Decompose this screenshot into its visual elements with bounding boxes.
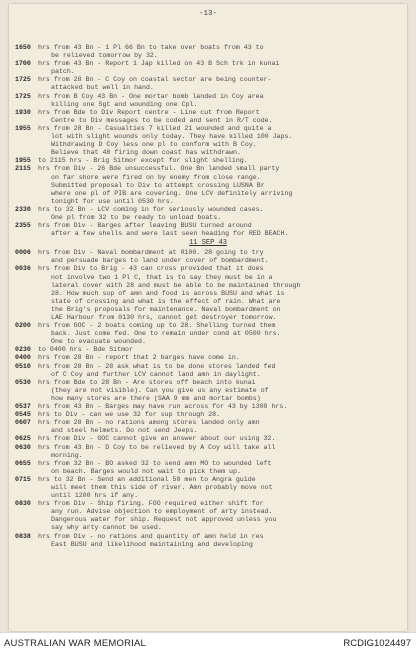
diary-entry bbox=[15, 500, 401, 532]
entry-text-line: Believe that 48 firing down coast has withdrawn. bbox=[51, 149, 241, 157]
entry-text-line: lateral cover with 28 and must be able to be maintained through bbox=[51, 281, 301, 289]
diary-entry bbox=[15, 346, 401, 354]
entry-time: 1725 bbox=[15, 92, 31, 100]
entry-time: 0715 bbox=[15, 475, 31, 483]
entry-text-line: hrs from 28 Bn - report that 2 barges have come in. bbox=[38, 354, 240, 362]
entry-text-line: hrs from 43 Bn - Report 1 Jap killed on 43 B Sch trk in kunai bbox=[38, 60, 280, 68]
entry-text-line: One pl from 32 to be ready to unload boats. bbox=[51, 213, 222, 221]
diary-entry bbox=[15, 157, 401, 165]
diary-entry bbox=[15, 93, 401, 109]
entries-10-sep bbox=[15, 44, 401, 238]
diary-entry bbox=[15, 222, 401, 238]
entry-text-line: hrs from Div - Ship firing. FOO required either shift for bbox=[38, 500, 264, 508]
entry-time: 1930 bbox=[15, 108, 31, 116]
diary-entry bbox=[15, 460, 401, 476]
entry-time: 0655 bbox=[15, 459, 31, 467]
entry-text-line: Submitted proposal to Div to attempt crossing LUSNA Br bbox=[51, 181, 265, 189]
diary-entry bbox=[15, 165, 401, 205]
entry-time: 0537 bbox=[15, 403, 31, 411]
entry-text-line: hrs from GOC - 2 boats coming up to 28. Shelling turned them bbox=[38, 322, 276, 330]
archive-footer bbox=[0, 632, 416, 654]
diary-entry bbox=[15, 44, 401, 60]
entry-text-line: East BUSU and likelihood maintaining and developing bbox=[51, 540, 253, 548]
entry-text-line: hrs from 28 Bn - 28 ask what is to be done stores landed fed bbox=[38, 362, 276, 370]
diary-entry bbox=[15, 533, 401, 549]
entry-time: 0545 bbox=[15, 411, 31, 419]
diary-entry bbox=[15, 379, 401, 403]
entry-text-line: hrs to 32 Bn - Send an additional 50 men to Angra guide bbox=[38, 475, 256, 483]
entry-text-line: tonight for use until 0530 hrs. bbox=[51, 197, 174, 205]
entry-time: 1725 bbox=[15, 76, 31, 84]
diary-entry bbox=[15, 322, 401, 346]
diary-entry bbox=[15, 265, 401, 322]
entry-text-line: hrs from Bde to 28 Bn - Are stores off beach into kunai bbox=[38, 378, 256, 386]
date-heading: 11 SEP 43 bbox=[189, 239, 227, 248]
entry-text-line: hrs from Div - 26 Bde unsuccessful. One Bn landed small party bbox=[38, 165, 280, 173]
entry-text-line: hrs to 32 Bn - LCV coming in for seriously wounded cases. bbox=[38, 205, 264, 213]
entry-time: 2115 bbox=[15, 165, 31, 173]
entry-text-line: after a few shells and were last seen heading for RED BEACH. bbox=[51, 230, 289, 238]
entry-text-line: hrs from B Coy 43 Bn - One mortar bomb landed in Coy area bbox=[38, 92, 264, 100]
entry-time: 1955 bbox=[15, 124, 31, 132]
diary-entry bbox=[15, 435, 401, 443]
entries-11-sep bbox=[15, 249, 401, 548]
entry-text-line: where one pl of PIB are covering. One LCV definitely arriving bbox=[51, 189, 293, 197]
entry-time: 0530 bbox=[15, 378, 31, 386]
entry-text-line: hrs from Div - Barges after leaving BUSU turned around bbox=[38, 222, 252, 230]
entry-text-line: hrs from 28 Bn - C Coy on coastal sector are being counter- bbox=[38, 76, 272, 84]
entry-text-line: back. Just come fed. One to remain under cond at 0500 hrs. bbox=[51, 330, 281, 338]
diary-entry bbox=[15, 249, 401, 265]
entry-time: 0200 bbox=[15, 322, 31, 330]
page-number: -13- bbox=[198, 10, 217, 18]
diary-entry bbox=[15, 109, 401, 125]
entry-text-line: not involve two 1 Pl C, that is to say they must be in a bbox=[51, 273, 273, 281]
diary-entry bbox=[15, 354, 401, 362]
entry-text-line: hrs from Bde to Div Report centre - Line cut from Report bbox=[38, 108, 260, 116]
entry-text-line: hrs to Div - can we use 32 for sup through 28. bbox=[38, 411, 221, 419]
entry-text-line: say why arty cannot be used. bbox=[51, 524, 162, 532]
entry-text-line: Centre to Div messages to be coded and sent in R/T code. bbox=[51, 116, 273, 124]
entry-text-line: attacked but well in hand. bbox=[51, 84, 154, 92]
entry-text-line: hrs from Div to Brig - 43 can cross provided that it does bbox=[38, 265, 264, 273]
entry-text-line: hrs from Div - no rations and quantity of amn held in res bbox=[38, 532, 264, 540]
diary-entry bbox=[15, 476, 401, 500]
diary-entry bbox=[15, 411, 401, 419]
entry-time: 0838 bbox=[15, 532, 31, 540]
entry-text-line: hrs from 43 Bn - D Coy to be relieved by A Coy will take all bbox=[38, 443, 276, 451]
entry-text-line: Dangerous water for ship. Request not approved unless you bbox=[51, 516, 277, 524]
entry-text-line: Withdrawing D Coy less one pl to conform with B Coy. bbox=[51, 141, 257, 149]
entry-time: 1955 bbox=[15, 157, 31, 165]
diary-entry bbox=[15, 419, 401, 435]
entry-text-line: patch. bbox=[51, 68, 75, 76]
document-page bbox=[9, 4, 407, 631]
war-diary-entries bbox=[15, 44, 401, 549]
entry-time: 2355 bbox=[15, 222, 31, 230]
entry-text-line: on far shore were fired on by enemy from close range. bbox=[51, 173, 261, 181]
entry-text-line: and persuade barges to land under cover of bombardment. bbox=[51, 257, 269, 265]
entry-time: 0830 bbox=[15, 500, 31, 508]
entry-text-line: hrs from 32 Bn - BO asked 32 to send amn MO to wounded left bbox=[38, 459, 272, 467]
diary-entry bbox=[15, 76, 401, 92]
entry-text-line: hrs from 28 Bn - no rations among stores landed only amn bbox=[38, 419, 260, 427]
entry-text-line: 28. How much sup of amn and food is across BUSU and what is bbox=[51, 289, 285, 297]
diary-entry bbox=[15, 444, 401, 460]
entry-text-line: hrs from 43 Bn - Barges may have run across for 43 by 1300 hrs. bbox=[38, 403, 288, 411]
entry-text-line: lot with slight wounds only today. They have killed 100 Japs. bbox=[51, 133, 293, 141]
entry-time: 1700 bbox=[15, 60, 31, 68]
entry-text-line: and steel helmets. Do not send Jeeps. bbox=[51, 427, 198, 435]
diary-entry bbox=[15, 206, 401, 222]
entry-text-line: hrs from Div - GOC cannot give an answer about our using 32. bbox=[38, 435, 276, 443]
entry-text-line: until 1200 hrs if any. bbox=[51, 492, 139, 500]
entry-time: 0630 bbox=[15, 443, 31, 451]
entry-text-line: LAE Harbour from 0130 hrs, cannot get destroyer tomorrow. bbox=[51, 314, 277, 321]
entry-text-line: morning. bbox=[51, 451, 83, 459]
entry-time: 0230 bbox=[15, 346, 31, 354]
diary-entry bbox=[15, 125, 401, 157]
document-id: RCDIG1024497 bbox=[343, 638, 411, 649]
entry-time: 0400 bbox=[15, 354, 31, 362]
entry-text-line: be relieved tomorrow by 32. bbox=[51, 52, 158, 60]
entry-text-line: killing one Sgt and wounding one Cpl. bbox=[51, 100, 198, 108]
entry-text-line: how many stores are there (SAA 9 mm and mortar bombs) bbox=[51, 394, 261, 402]
entry-text-line: to 2115 hrs - Brig Sitmor except for slight shelling. bbox=[38, 157, 248, 165]
entry-text-line: hrs from 43 Bn - 1 Pl 66 Bn to take over boats from 43 to bbox=[38, 44, 264, 51]
entry-time: 0625 bbox=[15, 435, 31, 443]
entry-text-line: One to evacuate wounded. bbox=[51, 338, 146, 346]
entry-text-line: the Brig's proposals for maintenance. Naval bombardment on bbox=[51, 305, 281, 313]
entry-time: 0006 bbox=[15, 249, 31, 257]
entry-time: 0510 bbox=[15, 362, 31, 370]
diary-entry bbox=[15, 60, 401, 76]
diary-entry bbox=[15, 403, 401, 411]
entry-time: 0036 bbox=[15, 265, 31, 273]
entry-time: 1650 bbox=[15, 44, 31, 51]
entry-time: 2330 bbox=[15, 205, 31, 213]
entry-time: 0607 bbox=[15, 419, 31, 427]
entry-text-line: (they are not visible). Can you give us any estimate of bbox=[51, 386, 269, 394]
entry-text-line: of C Coy and further LCV cannot land amn in daylight. bbox=[51, 370, 261, 378]
entry-text-line: hrs from Div - Naval bombardment at 0100. 28 going to try bbox=[38, 249, 264, 257]
diary-entry bbox=[15, 363, 401, 379]
entry-text-line: any run. Advise objection to employment of arty instead. bbox=[51, 508, 273, 516]
entry-text-line: to 0400 hrs - Bde Sitmor bbox=[38, 346, 133, 354]
entry-text-line: will meet them this side of river. Amn probably move not bbox=[51, 483, 273, 491]
entry-text-line: hrs from 28 Bn - Casualties 7 killed 21 wounded and quite a bbox=[38, 124, 272, 132]
archive-name: AUSTRALIAN WAR MEMORIAL bbox=[4, 638, 147, 649]
entry-text-line: state of crossing and what is the effect of rain. What are bbox=[51, 297, 281, 305]
entry-text-line: on beach. Barges would not wait to pick them up. bbox=[51, 467, 241, 475]
